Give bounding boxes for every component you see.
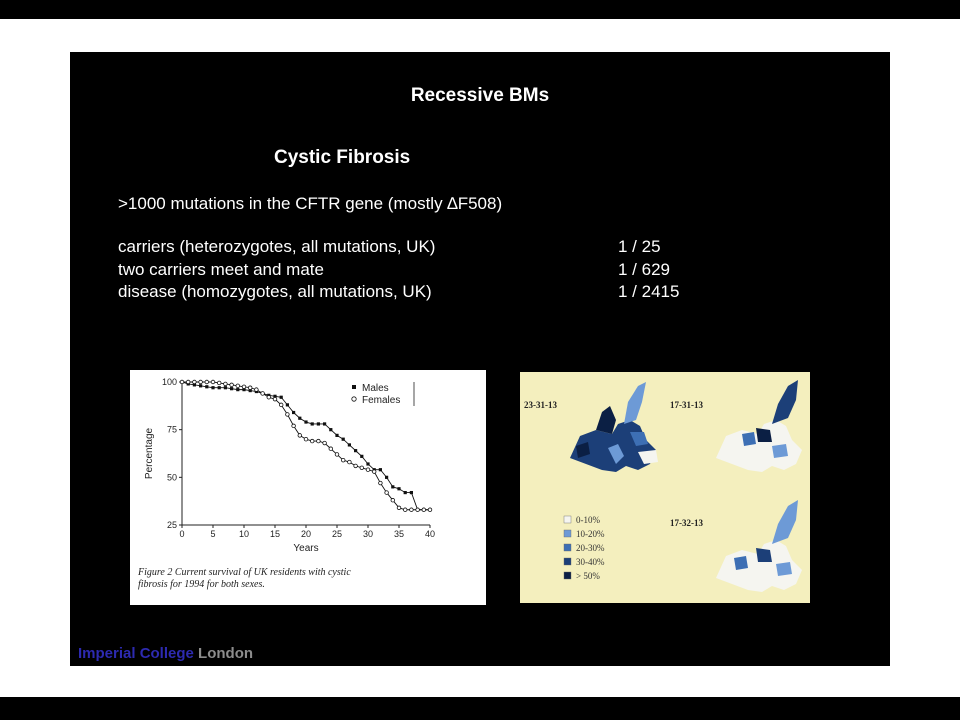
data-point-males <box>342 438 345 441</box>
x-tick-label: 20 <box>300 529 312 539</box>
legend-label: 20-30% <box>576 543 605 553</box>
data-point-males <box>286 403 289 406</box>
data-point-females <box>372 470 376 474</box>
survival-figure <box>130 370 486 605</box>
stat-label-disease: disease (homozygotes, all mutations, UK) <box>118 282 432 301</box>
data-point-females <box>379 481 383 485</box>
data-point-females <box>186 380 190 384</box>
data-point-females <box>385 491 389 495</box>
data-point-males <box>354 449 357 452</box>
data-point-males <box>280 396 283 399</box>
y-axis-label: Percentage <box>144 427 155 480</box>
data-point-females <box>292 424 296 428</box>
data-point-females <box>199 380 203 384</box>
data-point-females <box>348 460 352 464</box>
x-tick-label: 40 <box>424 529 436 539</box>
data-point-males <box>230 387 233 390</box>
data-point-females <box>248 386 252 390</box>
letterbox-top <box>0 0 960 19</box>
data-point-males <box>348 443 351 446</box>
slide-title: Recessive BMs <box>410 85 550 106</box>
data-point-females <box>335 453 339 457</box>
y-tick-label: 50 <box>166 472 177 483</box>
data-point-females <box>422 508 426 512</box>
data-point-males <box>385 476 388 479</box>
legend-swatch <box>564 516 571 523</box>
map-label-3: 17-32-13 <box>670 518 703 528</box>
letterbox-bottom <box>0 697 960 720</box>
data-point-females <box>279 403 283 407</box>
y-tick-label: 75 <box>166 424 177 435</box>
legend-swatch <box>564 572 571 579</box>
data-point-males <box>218 386 221 389</box>
data-point-males <box>236 388 239 391</box>
data-point-males <box>323 422 326 425</box>
x-tick-label: 15 <box>269 529 281 539</box>
data-point-females <box>267 395 271 399</box>
data-point-males <box>397 487 400 490</box>
data-point-females <box>323 441 327 445</box>
data-point-females <box>211 380 215 384</box>
data-point-males <box>360 455 363 458</box>
data-point-females <box>273 397 277 401</box>
y-tick-label: 100 <box>161 377 177 387</box>
data-point-males <box>205 385 208 388</box>
stat-label-carriers: carriers (heterozygotes, all mutations, UK) <box>118 237 436 256</box>
legend-label: > 50% <box>576 571 600 581</box>
data-point-females <box>230 383 234 387</box>
data-point-males <box>298 417 301 420</box>
slide-subtitle: Cystic Fibrosis <box>274 147 411 168</box>
x-tick-label: 30 <box>362 529 374 539</box>
data-point-males <box>410 491 413 494</box>
data-point-females <box>310 439 314 443</box>
map-label-1: 23-31-13 <box>524 400 557 410</box>
legend-label-males: Males <box>362 383 389 394</box>
stat-value-carriers-mate: 1 / 629 <box>618 260 670 279</box>
map-2 <box>716 380 802 472</box>
data-point-females <box>416 508 420 512</box>
figure-caption-line1: Figure 2 Current survival of UK residents with cystic <box>138 567 351 578</box>
data-point-females <box>428 508 432 512</box>
legend-label: 10-20% <box>576 529 605 539</box>
data-point-females <box>391 498 395 502</box>
brand-london: London <box>198 645 254 662</box>
data-point-males <box>329 428 332 431</box>
map-1 <box>570 382 658 472</box>
data-point-females <box>255 388 259 392</box>
data-point-males <box>379 468 382 471</box>
legend-swatch <box>564 544 571 551</box>
legend-swatch <box>564 558 571 565</box>
map-legend <box>564 515 605 581</box>
map-3 <box>716 500 802 592</box>
data-point-females <box>304 437 308 441</box>
x-tick-label: 5 <box>210 529 216 539</box>
data-point-females <box>180 380 184 384</box>
europe-maps-figure <box>520 372 810 603</box>
data-point-females <box>224 382 228 386</box>
data-point-females <box>360 466 364 470</box>
x-tick-label: 35 <box>393 529 405 539</box>
data-point-females <box>410 508 414 512</box>
data-point-females <box>217 381 221 385</box>
data-point-females <box>261 392 265 396</box>
data-point-males <box>404 491 407 494</box>
brand-imperial-college: Imperial College <box>78 645 194 662</box>
data-point-females <box>242 385 246 389</box>
data-point-females <box>298 434 302 438</box>
europe-maps <box>520 372 810 603</box>
y-tick-label: 25 <box>166 520 177 530</box>
data-point-males <box>391 485 394 488</box>
legend-swatch <box>564 530 571 537</box>
stat-value-disease: 1 / 2415 <box>618 282 680 301</box>
data-point-females <box>193 380 197 384</box>
data-point-males <box>317 422 320 425</box>
data-point-females <box>286 413 290 417</box>
data-point-males <box>199 384 202 387</box>
legend-label: 0-10% <box>576 515 600 525</box>
data-point-females <box>341 458 345 462</box>
data-point-males <box>211 386 214 389</box>
data-point-females <box>366 468 370 472</box>
x-axis-label: Years <box>293 543 319 554</box>
data-point-females <box>329 447 333 451</box>
x-tick-label: 10 <box>238 529 250 539</box>
data-point-females <box>397 506 401 510</box>
data-point-males <box>366 462 369 465</box>
stat-label-carriers-mate: two carriers meet and mate <box>118 260 324 279</box>
data-point-females <box>236 384 240 388</box>
legend-marker-females <box>352 397 356 401</box>
legend-label-females: Females <box>362 395 401 406</box>
figure-caption-line2: fibrosis for 1994 for both sexes. <box>138 579 265 590</box>
data-point-females <box>317 439 321 443</box>
data-point-males <box>224 386 227 389</box>
imperial-college-logo <box>78 645 253 662</box>
legend-label: 30-40% <box>576 557 605 567</box>
survival-chart <box>130 370 486 605</box>
data-point-females <box>205 380 209 384</box>
stat-value-carriers: 1 / 25 <box>618 237 661 256</box>
legend-marker-males <box>352 385 356 389</box>
x-tick-label: 25 <box>331 529 343 539</box>
mutations-line: >1000 mutations in the CFTR gene (mostly ∆F508) <box>118 194 503 213</box>
map-label-2: 17-31-13 <box>670 400 703 410</box>
data-point-females <box>354 464 358 468</box>
slide <box>70 52 890 666</box>
data-point-males <box>335 434 338 437</box>
data-point-females <box>403 508 407 512</box>
data-point-males <box>304 420 307 423</box>
data-point-males <box>292 411 295 414</box>
x-tick-label: 0 <box>179 529 185 539</box>
data-point-males <box>311 422 314 425</box>
